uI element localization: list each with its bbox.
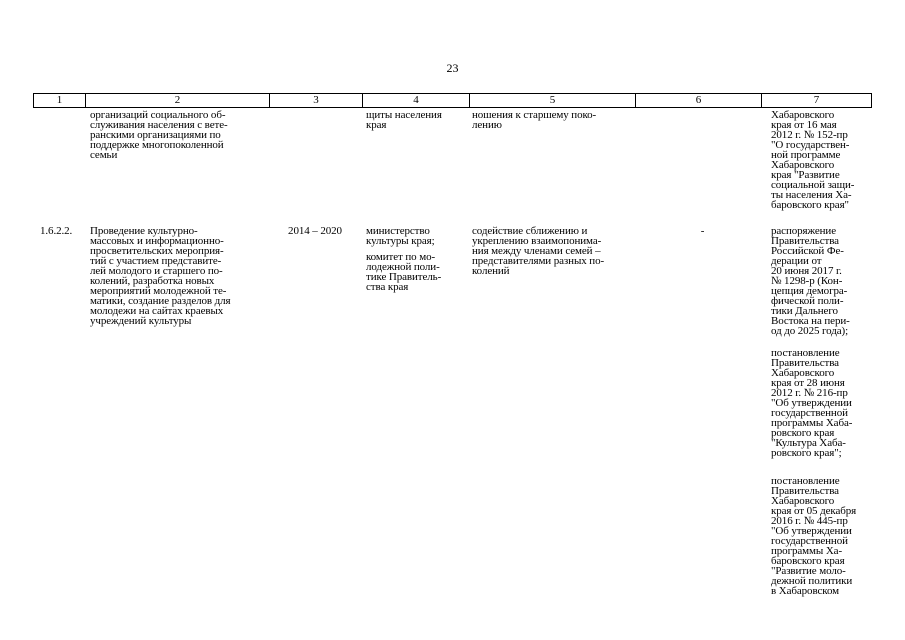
column-1-header: 1 — [34, 94, 86, 108]
executor-ministry-culture: министерство культуры края; — [366, 225, 435, 247]
continuation-basis-text: Хабаровского края от 16 мая 2012 г. № 152-пр "О государствен- ной программе Хабаровского края "Развитие социальной защи- ты населения Ха- баровского края" — [771, 109, 855, 211]
continuation-activity-text: организаций социального об- служивания населения с вете- ранскими организациями по поддержке многопоколенной семьи — [90, 109, 228, 161]
continuation-result-text: ношения к старшему поко- лению — [472, 109, 597, 131]
executor-youth-committee: комитет по мо- лодежной поли- тике Правитель- ства края — [366, 251, 442, 293]
column-3-header: 3 — [270, 94, 363, 108]
column-number-header — [33, 93, 872, 108]
expected-result: содействие сближению и укреплению взаимопонима- ния между членами семей – представителями разных по- колений — [472, 225, 605, 277]
column-7-header: 7 — [762, 94, 872, 108]
continuation-executor-text: щиты населения края — [366, 109, 442, 131]
column-4-header: 4 — [363, 94, 470, 108]
column-6-header: 6 — [636, 94, 762, 108]
row-number: 1.6.2.2. — [40, 225, 73, 237]
indicator-value: - — [700, 225, 705, 237]
legal-basis-culture-program: постановление Правительства Хабаровского края от 28 июня 2012 г. № 216-пр "Об утверждении государственной программы Хаба- ровского края "Культура Хаба- ровского края"; — [771, 347, 853, 459]
legal-basis-federal-order: распоряжение Правительства Российской Фе- дерации от 20 июня 2017 г. № 1298-р (Кон- цепция демогра- фической поли- тики Дальнего Востока на пери- од до 2025 года); — [771, 225, 850, 337]
activity-description: Проведение культурно- массовых и информационно- просветительских мероприя- тий с участием представите- лей молодого и старшего по- колений, разработка новых мероприятий молодежной те- матики, создание разделов для молодежи на сайтах краевых учреждений культуры — [90, 225, 231, 327]
implementation-period: 2014 – 2020 — [288, 225, 342, 237]
page-number: 23 — [446, 61, 459, 75]
legal-basis-youth-program: постановление Правительства Хабаровского края от 05 декабря 2016 г. № 445-пр "Об утверждении государственной программы Ха- баровского края "Развитие моло- дежной политики в Хабаровском — [771, 475, 857, 597]
column-5-header: 5 — [470, 94, 636, 108]
column-2-header: 2 — [86, 94, 270, 108]
